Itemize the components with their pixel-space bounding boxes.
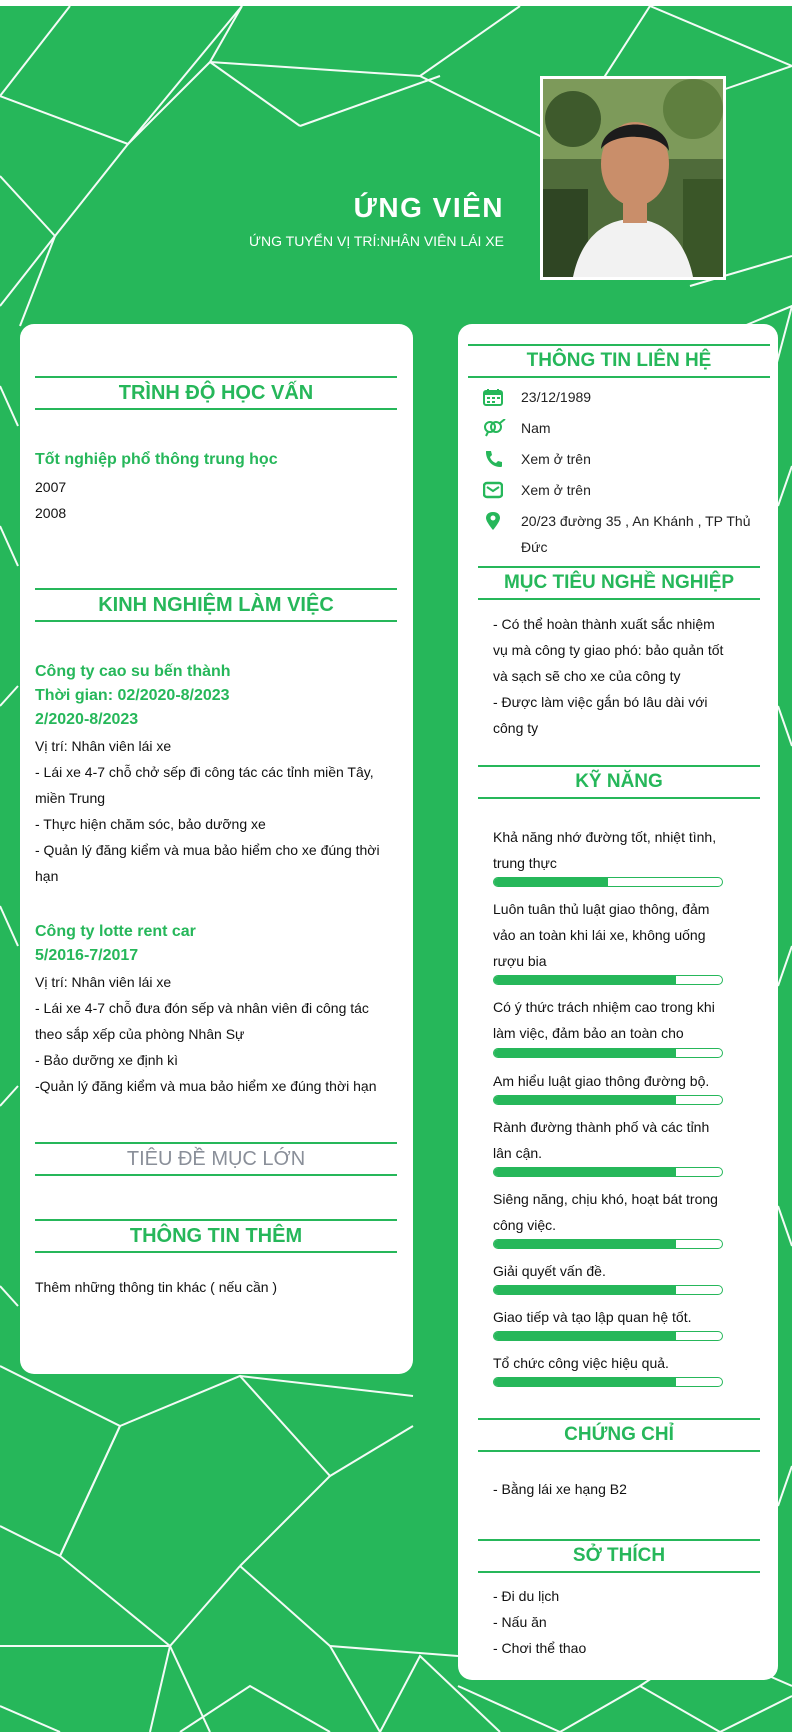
skill-label: Rành đường thành phố và các tỉnh lân cận. <box>493 1119 710 1161</box>
hobbies-title: SỞ THÍCH <box>478 1539 760 1573</box>
extra-info-text: Thêm những thông tin khác ( nếu cần ) <box>35 1279 278 1295</box>
skill-item <box>493 824 723 887</box>
skill-label: Giải quyết vấn đề. <box>493 1263 606 1279</box>
job-company: Công ty lotte rent car <box>35 923 196 940</box>
skill-bar-fill <box>494 1168 676 1176</box>
skill-label: Giao tiếp và tạo lập quan hệ tốt. <box>493 1309 692 1325</box>
phone-icon <box>483 450 503 468</box>
certificates-title: CHỨNG CHỈ <box>478 1418 760 1452</box>
experience-title: KINH NGHIỆM LÀM VIỆC <box>35 588 397 622</box>
skills-title: KỸ NĂNG <box>478 765 760 799</box>
skill-bar <box>493 1285 723 1295</box>
job-company: Công ty cao su bến thành <box>35 663 231 680</box>
skill-item <box>493 994 723 1058</box>
location-icon <box>483 512 503 530</box>
skill-bar-fill <box>494 1332 676 1340</box>
skill-item <box>493 1258 723 1295</box>
skill-item <box>493 1114 723 1177</box>
contact-address <box>483 508 753 560</box>
objective-line: - Được làm việc gắn bó lâu dài với công ty <box>493 694 708 736</box>
skill-bar-fill <box>494 1240 676 1248</box>
skill-bar <box>493 1377 723 1387</box>
contact-birthday <box>483 384 753 410</box>
job-time: 5/2016-7/2017 <box>35 947 139 964</box>
left-column-card <box>20 324 413 1374</box>
skill-bar <box>493 975 723 985</box>
gender-value: Nam <box>521 420 551 436</box>
skill-item <box>493 1350 723 1387</box>
skill-label: Khả năng nhớ đường tốt, nhiệt tình, trung thực <box>493 829 717 871</box>
candidate-photo <box>540 76 726 280</box>
skill-bar <box>493 877 723 887</box>
skill-bar-fill <box>494 1096 676 1104</box>
job-duty: - Bảo dưỡng xe định kì <box>35 1052 179 1068</box>
skill-bar-fill <box>494 1286 676 1294</box>
education-school: Tốt nghiệp phổ thông trung học <box>35 451 278 468</box>
phone-value: Xem ở trên <box>521 451 591 467</box>
skill-label: Luôn tuân thủ luật giao thông, đảm vảo an toàn khi lái xe, không uống rượu bia <box>493 901 710 969</box>
job-duty: - Lái xe 4-7 chỗ đưa đón sếp và nhân viên đi công tác theo sắp xếp của phòng Nhân Sự <box>35 1000 369 1042</box>
job-position: Vị trí: Nhân viên lái xe <box>35 974 172 990</box>
contact-title: THÔNG TIN LIÊN HỆ <box>468 344 770 378</box>
skill-bar-fill <box>494 976 676 984</box>
objective-line: - Có thể hoàn thành xuất sắc nhiệm vụ mà công ty giao phó: bảo quản tốt và sạch sẽ cho xe của công ty <box>493 616 724 684</box>
skill-bar <box>493 1167 723 1177</box>
email-icon <box>483 481 503 499</box>
address-value: 20/23 đường 35 , An Khánh , TP Thủ Đức <box>521 513 751 555</box>
contact-phone <box>483 446 753 472</box>
certificate-item: - Bằng lái xe hạng B2 <box>493 1481 627 1497</box>
extra-info-title: THÔNG TIN THÊM <box>35 1219 397 1253</box>
candidate-name: ỨNG VIÊN <box>353 192 504 223</box>
applied-position: ỨNG TUYỂN VỊ TRÍ:NHÂN VIÊN LÁI XE <box>249 233 504 249</box>
skill-label: Am hiểu luật giao thông đường bộ. <box>493 1073 710 1089</box>
job-time-alt: 2/2020-8/2023 <box>35 711 139 728</box>
job-duty: - Quản lý đăng kiểm và mua bảo hiểm cho xe đúng thời hạn <box>35 842 380 884</box>
skill-bar-fill <box>494 1378 676 1386</box>
job-time: Thời gian: 02/2020-8/2023 <box>35 687 230 704</box>
skill-bar <box>493 1095 723 1105</box>
skill-bar-fill <box>494 1049 676 1057</box>
skill-bar <box>493 1239 723 1249</box>
hobby-item: - Chơi thể thao <box>493 1640 587 1656</box>
education-year-start: 2007 <box>35 479 67 495</box>
job-duty: - Thực hiện chăm sóc, bảo dưỡng xe <box>35 816 266 832</box>
skill-bar <box>493 1331 723 1341</box>
skill-bar <box>493 1048 723 1058</box>
email-value: Xem ở trên <box>521 482 591 498</box>
job-duty: -Quản lý đăng kiểm và mua bảo hiểm xe đúng thời hạn <box>35 1078 377 1094</box>
skill-item <box>493 1068 723 1105</box>
skill-label: Tổ chức công việc hiệu quả. <box>493 1355 669 1371</box>
hobby-item: - Đi du lịch <box>493 1588 560 1604</box>
contact-email <box>483 477 753 503</box>
calendar-icon <box>483 388 503 406</box>
skill-item <box>493 1304 723 1341</box>
education-year-end: 2008 <box>35 505 67 521</box>
right-column-card <box>458 324 778 1680</box>
skill-label: Siêng năng, chịu khó, hoạt bát trong công việc. <box>493 1191 718 1233</box>
skill-item <box>493 1186 723 1249</box>
job-position: Vị trí: Nhân viên lái xe <box>35 738 172 754</box>
placeholder-section-title: TIÊU ĐỀ MỤC LỚN <box>35 1142 397 1176</box>
hobby-item: - Nấu ăn <box>493 1614 547 1630</box>
contact-gender <box>483 415 753 441</box>
skill-item <box>493 896 723 985</box>
job-duty: - Lái xe 4-7 chỗ chở sếp đi công tác các tỉnh miền Tây, miền Trung <box>35 764 374 806</box>
skill-bar-fill <box>494 878 608 886</box>
gender-icon <box>483 419 507 437</box>
objective-title: MỤC TIÊU NGHỀ NGHIỆP <box>478 566 760 600</box>
education-title: TRÌNH ĐỘ HỌC VẤN <box>35 376 397 410</box>
skill-label: Có ý thức trách nhiệm cao trong khi làm việc, đảm bảo an toàn cho <box>493 999 715 1041</box>
birthday-value: 23/12/1989 <box>521 389 592 405</box>
